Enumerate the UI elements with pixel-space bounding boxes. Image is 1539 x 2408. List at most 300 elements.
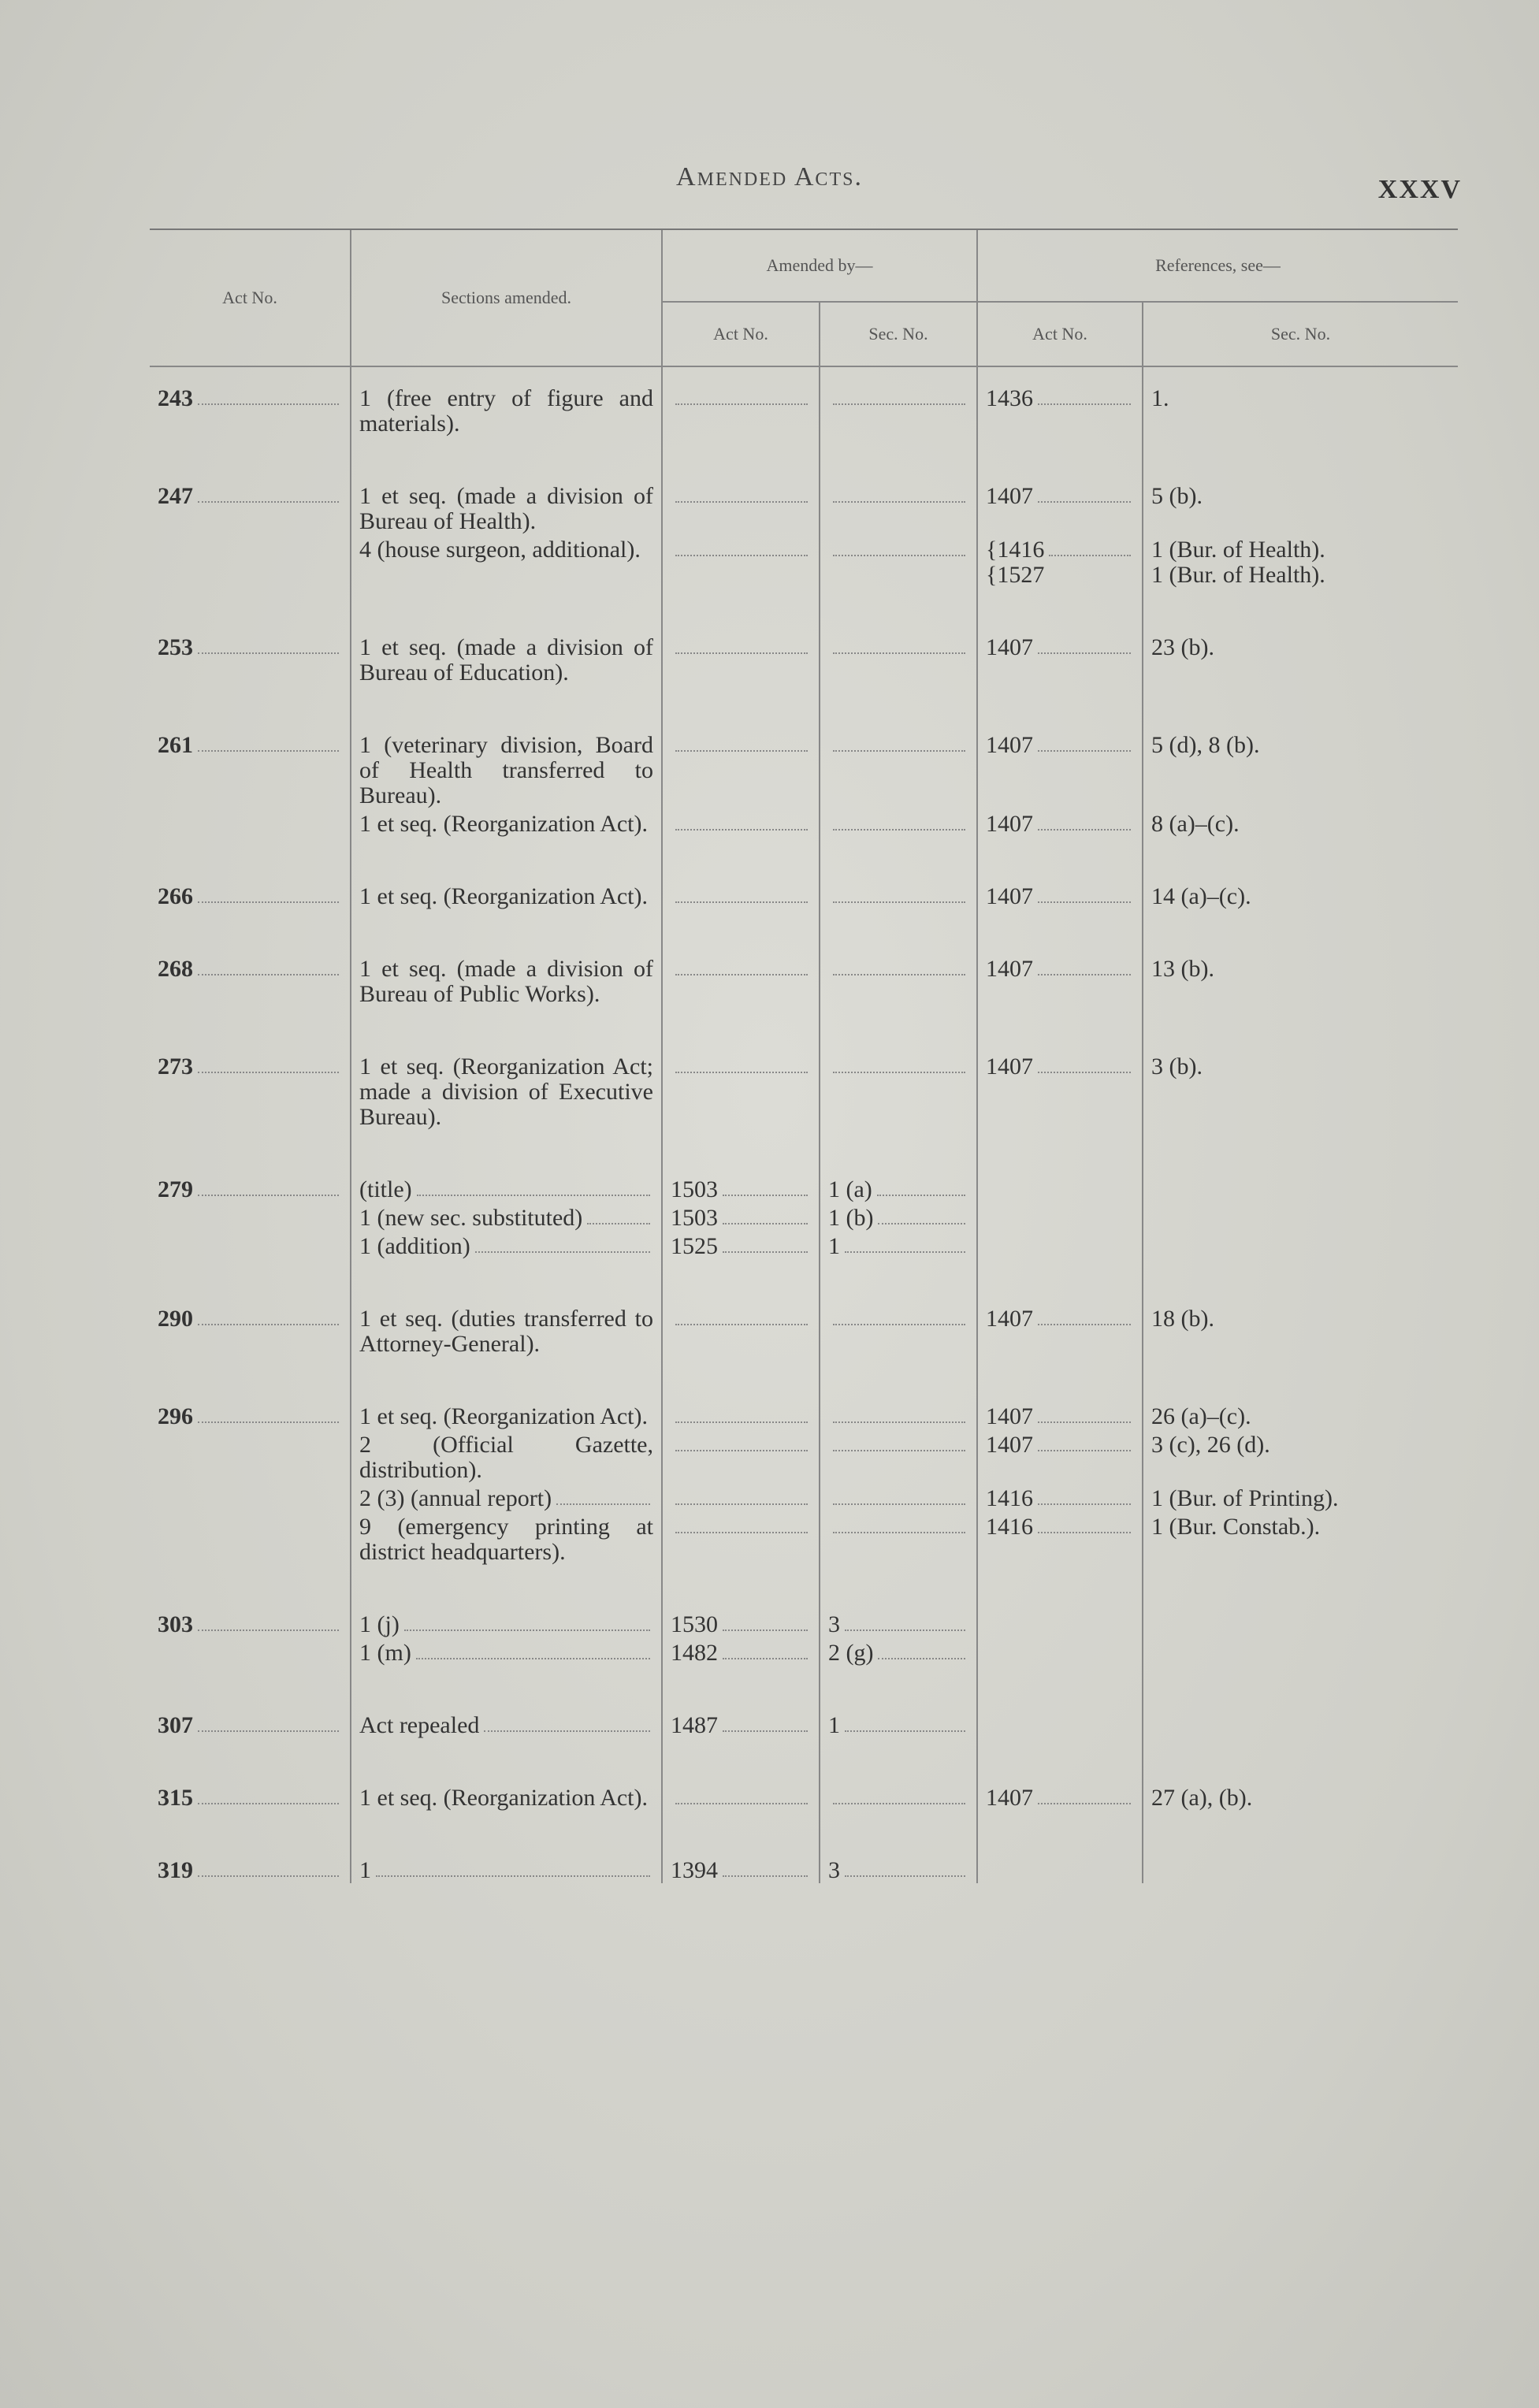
- spacer-cell: [1143, 588, 1458, 632]
- spacer-cell: [662, 437, 820, 481]
- leader-dots: [198, 1195, 339, 1196]
- ref-sec-cell-text: 3 (b).: [1151, 1054, 1203, 1080]
- amended-sec-cell-text: 3: [828, 1611, 840, 1637]
- sections-cell-text: 1 et seq. (Reorganization Act).: [359, 1785, 649, 1811]
- spacer-cell: [150, 1565, 351, 1609]
- page-number: XXXV: [1377, 175, 1462, 204]
- act-no-cell: [150, 383, 351, 437]
- sections-cell-text: 2 (3) (annual report): [359, 1485, 552, 1511]
- leader-dots: [833, 974, 965, 975]
- table-row: [150, 1637, 1458, 1666]
- act-no-cell: [150, 1782, 351, 1811]
- leader-dots: [833, 750, 965, 752]
- table-row: [150, 534, 1458, 588]
- ref-sec-cell: [1143, 534, 1458, 588]
- spacer-cell: [150, 588, 351, 632]
- amended-act-cell: [662, 1429, 820, 1483]
- leader-dots: [833, 1421, 965, 1423]
- sections-cell-text: 1 et seq. (Reorganization Act).: [359, 811, 649, 837]
- spacer-cell: [351, 1565, 662, 1609]
- amended-sec-cell: [820, 481, 977, 534]
- sections-cell: [351, 383, 662, 437]
- sections-cell: [351, 953, 662, 1007]
- spacer-cell: [662, 1565, 820, 1609]
- spacer-cell: [977, 588, 1143, 632]
- table-row: [150, 1429, 1458, 1483]
- table-row: [150, 632, 1458, 686]
- spacer-cell: [150, 1666, 351, 1710]
- ref-act-cell: [977, 881, 1143, 909]
- leader-dots: [833, 1324, 965, 1325]
- amended-act-cell: [662, 1637, 820, 1666]
- ref-sec-cell-text: 13 (b).: [1151, 956, 1214, 982]
- spacer-cell: [1143, 837, 1458, 881]
- amended-act-cell: [662, 1174, 820, 1202]
- sections-cell: [351, 1051, 662, 1130]
- leader-dots: [833, 1803, 965, 1804]
- sections-cell: [351, 808, 662, 837]
- spacer-cell: [977, 366, 1143, 383]
- spacer-cell: [1143, 686, 1458, 730]
- leader-dots: [723, 1658, 808, 1659]
- running-head: Amended Acts.: [676, 162, 863, 191]
- sections-cell: [351, 1511, 662, 1565]
- table-row: [150, 1782, 1458, 1811]
- spacer-cell: [150, 1130, 351, 1174]
- leader-dots: [833, 501, 965, 503]
- leader-dots: [1038, 1421, 1131, 1423]
- table-row: [150, 1483, 1458, 1511]
- table-body: [150, 366, 1458, 1883]
- amended-acts-table: [150, 229, 1458, 1883]
- amended-sec-cell: [820, 1855, 977, 1883]
- amended-sec-cell: [820, 1174, 977, 1202]
- header-references: References, see—: [977, 229, 1458, 302]
- spacer-cell: [820, 366, 977, 383]
- leader-dots: [675, 1503, 808, 1505]
- amended-sec-cell-text: 1: [828, 1233, 840, 1259]
- leader-dots: [723, 1629, 808, 1631]
- sections-cell: [351, 1303, 662, 1357]
- leader-dots: [1038, 750, 1131, 752]
- act-no-cell-text: 290: [158, 1306, 193, 1332]
- amended-sec-cell: [820, 383, 977, 437]
- amended-act-cell-text: 1525: [671, 1233, 718, 1259]
- sections-cell-text: 1 et seq. (made a division of Bureau of Health).: [359, 483, 653, 534]
- sections-cell-text: 1 et seq. (Reorganization Act; made a division of Executive Bureau).: [359, 1054, 653, 1130]
- leader-dots: [556, 1503, 650, 1505]
- leader-dots: [1038, 403, 1131, 405]
- amended-sec-cell-text: 3: [828, 1857, 840, 1883]
- ref-sec-cell: [1143, 481, 1458, 534]
- ref-act-cell-text: 1416: [986, 1514, 1033, 1540]
- ref-act-cell: [977, 534, 1143, 588]
- amended-sec-cell: [820, 1401, 977, 1429]
- sections-cell-text: 1 et seq. (Reorganization Act).: [359, 1403, 649, 1429]
- spacer-cell: [351, 1357, 662, 1401]
- amended-sec-cell: [820, 1483, 977, 1511]
- leader-dots: [1038, 501, 1131, 503]
- ref-act-cell-text: 1407: [986, 1306, 1033, 1332]
- amended-sec-cell-text: 1 (b): [828, 1205, 874, 1231]
- leader-dots: [198, 1324, 339, 1325]
- spacer-cell: [351, 1811, 662, 1855]
- ref-sec-cell-text: 26 (a)–(c).: [1151, 1403, 1251, 1429]
- amended-act-cell: [662, 632, 820, 686]
- spacer-cell: [351, 1007, 662, 1051]
- ref-sec-cell: [1143, 632, 1458, 686]
- sections-cell: [351, 881, 662, 909]
- table-row: [150, 1202, 1458, 1231]
- ref-sec-cell: [1143, 1511, 1458, 1565]
- act-no-cell-text: 307: [158, 1712, 193, 1738]
- amended-acts-table-wrap: [150, 229, 1458, 1883]
- spacer-cell: [662, 1259, 820, 1303]
- ref-act-cell: [977, 1609, 1143, 1637]
- ref-act-cell: [977, 1782, 1143, 1811]
- ref-act-cell: [977, 1637, 1143, 1666]
- spacer-cell: [1143, 1007, 1458, 1051]
- table-row: [150, 1174, 1458, 1202]
- header-ref-sec-no: Sec. No.: [1143, 302, 1458, 366]
- act-no-cell: [150, 1231, 351, 1259]
- sections-cell: [351, 1483, 662, 1511]
- table-row: [150, 1051, 1458, 1130]
- leader-dots: [675, 1072, 808, 1073]
- ref-act-cell-text: 1407: [986, 634, 1033, 660]
- table-row: [150, 1855, 1458, 1883]
- spacer-cell: [351, 1666, 662, 1710]
- spacer-cell: [150, 1738, 351, 1782]
- table-row: [150, 953, 1458, 1007]
- sections-cell: [351, 534, 662, 588]
- amended-act-cell-text: 1482: [671, 1640, 718, 1666]
- ref-act-cell-text: 1407: [986, 1785, 1033, 1811]
- amended-act-cell: [662, 1710, 820, 1738]
- amended-sec-cell: [820, 881, 977, 909]
- spacer-cell: [662, 366, 820, 383]
- leader-dots: [198, 750, 339, 752]
- sections-cell: [351, 632, 662, 686]
- ref-sec-cell: [1143, 1202, 1458, 1231]
- leader-dots: [198, 1803, 339, 1804]
- ref-act-cell: [977, 1429, 1143, 1483]
- sections-cell: [351, 1609, 662, 1637]
- sections-cell-text: 1 et seq. (made a division of Bureau of Public Works).: [359, 956, 653, 1007]
- act-no-cell-text: 261: [158, 732, 193, 758]
- ref-act-cell-text: 1407: [986, 732, 1033, 758]
- ref-sec-cell-text: 1.: [1151, 385, 1169, 411]
- leader-dots: [723, 1875, 808, 1877]
- spacer-cell: [977, 437, 1143, 481]
- ref-sec-cell-text: 1 (Bur. of Health). 1 (Bur. of Health).: [1151, 537, 1325, 588]
- table-row: [150, 1609, 1458, 1637]
- leader-dots: [376, 1875, 650, 1877]
- header-sections-amended: Sections amended.: [351, 229, 662, 366]
- leader-dots: [198, 1730, 339, 1732]
- leader-dots: [1038, 1503, 1131, 1505]
- sections-cell: [351, 1429, 662, 1483]
- spacer-cell: [977, 1259, 1143, 1303]
- table-row: [150, 881, 1458, 909]
- spacer-cell: [977, 837, 1143, 881]
- amended-act-cell: [662, 1401, 820, 1429]
- spacer-cell: [662, 588, 820, 632]
- header-amended-by: Amended by—: [662, 229, 977, 302]
- amended-sec-cell: [820, 1782, 977, 1811]
- ref-act-cell: [977, 632, 1143, 686]
- ref-sec-cell: [1143, 1174, 1458, 1202]
- ref-act-cell: [977, 730, 1143, 808]
- act-no-cell: [150, 1401, 351, 1429]
- spacer-cell: [662, 909, 820, 953]
- spacer-cell: [820, 837, 977, 881]
- amended-sec-cell: [820, 1202, 977, 1231]
- act-no-cell-text: 315: [158, 1785, 193, 1811]
- leader-dots: [404, 1629, 650, 1631]
- spacer-cell: [150, 1007, 351, 1051]
- spacer-cell: [1143, 1357, 1458, 1401]
- spacer-cell: [820, 909, 977, 953]
- spacer-cell: [351, 588, 662, 632]
- amended-sec-cell: [820, 1231, 977, 1259]
- act-no-cell: [150, 632, 351, 686]
- spacer-cell: [150, 1259, 351, 1303]
- act-no-cell: [150, 1855, 351, 1883]
- act-no-cell: [150, 1174, 351, 1202]
- leader-dots: [723, 1223, 808, 1224]
- spacer-cell: [150, 366, 351, 383]
- sections-cell: [351, 1855, 662, 1883]
- leader-dots: [877, 1195, 965, 1196]
- leader-dots: [1038, 901, 1131, 903]
- amended-sec-cell: [820, 808, 977, 837]
- ref-act-cell-text: 1407: [986, 956, 1033, 982]
- spacer-cell: [820, 437, 977, 481]
- act-no-cell: [150, 1429, 351, 1483]
- table-row: [150, 730, 1458, 808]
- act-no-cell: [150, 534, 351, 588]
- spacer-cell: [1143, 437, 1458, 481]
- sections-cell-text: Act repealed: [359, 1712, 480, 1738]
- leader-dots: [1038, 1324, 1131, 1325]
- row-spacer: [150, 1738, 1458, 1782]
- spacer-cell: [820, 1738, 977, 1782]
- act-no-cell: [150, 953, 351, 1007]
- ref-sec-cell-text: 1 (Bur. of Printing).: [1151, 1485, 1339, 1511]
- spacer-cell: [977, 1565, 1143, 1609]
- leader-dots: [675, 1803, 808, 1804]
- ref-sec-cell: [1143, 881, 1458, 909]
- ref-act-cell: [977, 1511, 1143, 1565]
- sections-cell-text: 1 (veterinary division, Board of Health transferred to Bureau).: [359, 732, 653, 808]
- ref-act-cell: [977, 1710, 1143, 1738]
- spacer-cell: [351, 1259, 662, 1303]
- row-spacer: [150, 588, 1458, 632]
- table-row: [150, 1231, 1458, 1259]
- spacer-cell: [820, 588, 977, 632]
- spacer-cell: [1143, 366, 1458, 383]
- header-act-no: Act No.: [150, 229, 351, 366]
- amended-sec-cell: [820, 1637, 977, 1666]
- table-row: [150, 481, 1458, 534]
- sections-cell-text: 1: [359, 1857, 371, 1883]
- spacer-cell: [820, 1565, 977, 1609]
- spacer-cell: [662, 1738, 820, 1782]
- row-spacer: [150, 909, 1458, 953]
- amended-act-cell: [662, 1609, 820, 1637]
- leader-dots: [833, 652, 965, 654]
- leader-dots: [1038, 1450, 1131, 1451]
- amended-act-cell: [662, 1051, 820, 1130]
- spacer-cell: [351, 909, 662, 953]
- leader-dots: [675, 829, 808, 831]
- leader-dots: [417, 1195, 650, 1196]
- act-no-cell: [150, 1202, 351, 1231]
- spacer-cell: [662, 686, 820, 730]
- amended-sec-cell-text: 2 (g): [828, 1640, 874, 1666]
- amended-sec-cell: [820, 1511, 977, 1565]
- act-no-cell: [150, 730, 351, 808]
- sections-cell-text: 2 (Official Gazette, distribution).: [359, 1432, 653, 1483]
- leader-dots: [675, 501, 808, 503]
- row-spacer: [150, 686, 1458, 730]
- spacer-cell: [150, 909, 351, 953]
- amended-act-cell: [662, 1202, 820, 1231]
- row-spacer: [150, 1357, 1458, 1401]
- leader-dots: [1038, 1072, 1131, 1073]
- leader-dots: [833, 555, 965, 556]
- ref-act-cell: [977, 1202, 1143, 1231]
- leader-dots: [198, 652, 339, 654]
- row-spacer: [150, 837, 1458, 881]
- spacer-cell: [1143, 909, 1458, 953]
- amended-sec-cell: [820, 1710, 977, 1738]
- ref-act-cell: [977, 1483, 1143, 1511]
- leader-dots: [675, 974, 808, 975]
- ref-act-cell-text: 1407: [986, 883, 1033, 909]
- ref-act-cell: [977, 808, 1143, 837]
- row-spacer: [150, 1666, 1458, 1710]
- spacer-cell: [150, 686, 351, 730]
- leader-dots: [845, 1730, 965, 1732]
- table-row: [150, 383, 1458, 437]
- sections-cell-text: 1 et seq. (Reorganization Act).: [359, 883, 649, 909]
- ref-act-cell: [977, 953, 1143, 1007]
- leader-dots: [675, 403, 808, 405]
- leader-dots: [833, 1503, 965, 1505]
- row-spacer: [150, 1007, 1458, 1051]
- leader-dots: [675, 1421, 808, 1423]
- amended-act-cell-text: 1530: [671, 1611, 718, 1637]
- spacer-cell: [977, 1357, 1143, 1401]
- spacer-cell: [1143, 1565, 1458, 1609]
- leader-dots: [198, 974, 339, 975]
- sections-cell: [351, 1637, 662, 1666]
- ref-sec-cell: [1143, 730, 1458, 808]
- leader-dots: [484, 1730, 650, 1732]
- spacer-cell: [977, 1007, 1143, 1051]
- amended-sec-cell: [820, 1051, 977, 1130]
- sections-cell-text: (title): [359, 1176, 412, 1202]
- amended-act-cell: [662, 953, 820, 1007]
- spacer-cell: [820, 686, 977, 730]
- amended-act-cell-text: 1487: [671, 1712, 718, 1738]
- act-no-cell-text: 268: [158, 956, 193, 982]
- leader-dots: [675, 1324, 808, 1325]
- spacer-cell: [150, 437, 351, 481]
- ref-sec-cell: [1143, 1609, 1458, 1637]
- ref-sec-cell-text: 3 (c), 26 (d).: [1151, 1432, 1270, 1458]
- leader-dots: [675, 750, 808, 752]
- amended-sec-cell: [820, 1429, 977, 1483]
- sections-cell-text: 1 (new sec. substituted): [359, 1205, 583, 1231]
- act-no-cell-text: 273: [158, 1054, 193, 1080]
- amended-sec-cell: [820, 730, 977, 808]
- leader-dots: [833, 403, 965, 405]
- amended-act-cell: [662, 808, 820, 837]
- spacer-cell: [351, 1130, 662, 1174]
- leader-dots: [198, 403, 339, 405]
- leader-dots: [878, 1658, 965, 1659]
- amended-act-cell: [662, 1855, 820, 1883]
- act-no-cell-text: 279: [158, 1176, 193, 1202]
- spacer-cell: [1143, 1811, 1458, 1855]
- leader-dots: [198, 501, 339, 503]
- ref-sec-cell: [1143, 1231, 1458, 1259]
- ref-act-cell-text: 1407: [986, 1432, 1033, 1458]
- header-ref-act-no: Act No.: [977, 302, 1143, 366]
- sections-cell: [351, 1782, 662, 1811]
- amended-act-cell: [662, 383, 820, 437]
- spacer-cell: [662, 1666, 820, 1710]
- ref-sec-cell-text: 18 (b).: [1151, 1306, 1214, 1332]
- ref-act-cell: [977, 1051, 1143, 1130]
- ref-sec-cell-text: 27 (a), (b).: [1151, 1785, 1253, 1811]
- spacer-cell: [1143, 1666, 1458, 1710]
- ref-act-cell-text: 1407: [986, 1054, 1033, 1080]
- act-no-cell-text: 253: [158, 634, 193, 660]
- ref-act-cell-text: 1407: [986, 483, 1033, 509]
- row-spacer: [150, 366, 1458, 383]
- act-no-cell: [150, 1303, 351, 1357]
- ref-sec-cell: [1143, 1429, 1458, 1483]
- leader-dots: [833, 1450, 965, 1451]
- leader-dots: [878, 1223, 965, 1224]
- act-no-cell: [150, 1710, 351, 1738]
- leader-dots: [675, 1450, 808, 1451]
- act-no-cell: [150, 808, 351, 837]
- act-no-cell: [150, 1637, 351, 1666]
- leader-dots: [198, 1421, 339, 1423]
- leader-dots: [198, 1875, 339, 1877]
- sections-cell-text: 1 (free entry of figure and materials).: [359, 385, 653, 437]
- act-no-cell: [150, 481, 351, 534]
- act-no-cell-text: 266: [158, 883, 193, 909]
- spacer-cell: [977, 686, 1143, 730]
- amended-sec-cell-text: 1: [828, 1712, 840, 1738]
- sections-cell: [351, 1174, 662, 1202]
- act-no-cell-text: 303: [158, 1611, 193, 1637]
- ref-act-cell: [977, 1174, 1143, 1202]
- sections-cell-text: 1 (m): [359, 1640, 411, 1666]
- ref-sec-cell: [1143, 1401, 1458, 1429]
- ref-sec-cell: [1143, 1637, 1458, 1666]
- amended-sec-cell: [820, 1303, 977, 1357]
- spacer-cell: [351, 366, 662, 383]
- spacer-cell: [662, 1357, 820, 1401]
- leader-dots: [845, 1251, 965, 1253]
